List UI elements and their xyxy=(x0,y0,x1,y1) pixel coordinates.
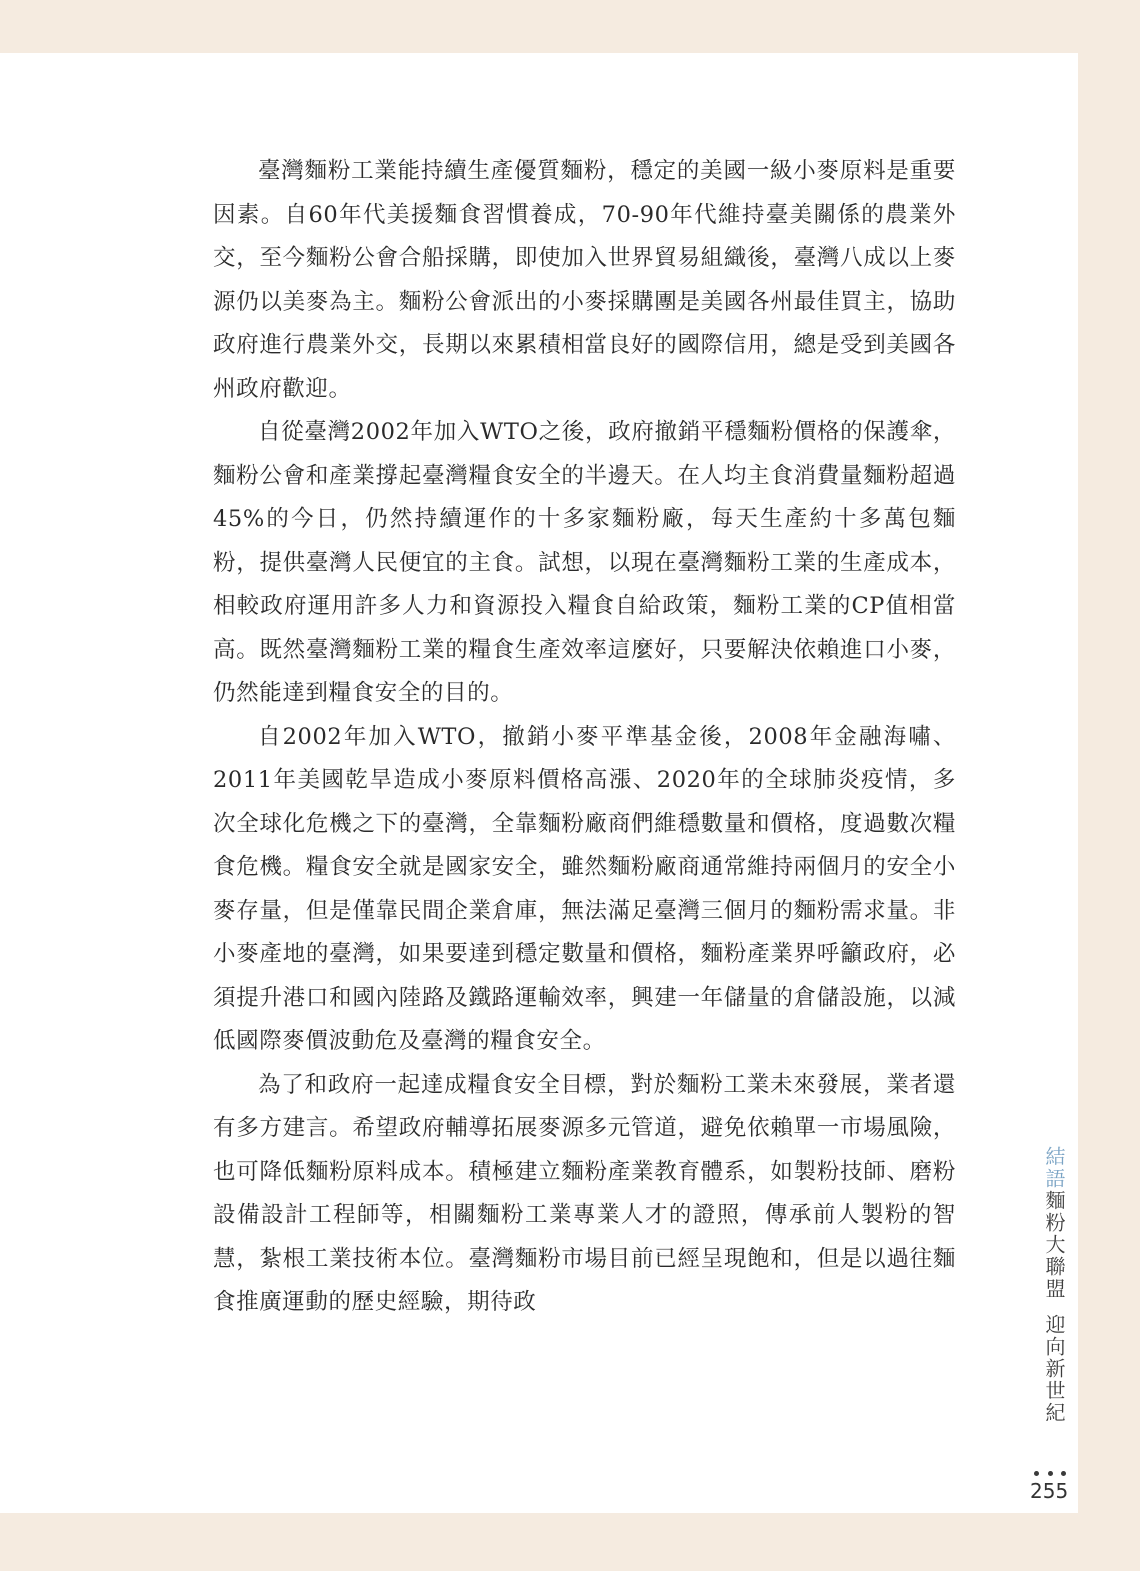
page-dots-ornament xyxy=(1034,1471,1066,1476)
dot-icon xyxy=(1034,1471,1039,1476)
paragraph-4: 為了和政府一起達成糧食安全目標，對於麵粉工業未來發展，業者還有多方建言。希望政府輔導拓展麥源多元管道，避免依賴單一市場風險，也可降低麵粉原料成本。積極建立麵粉產業教育體系，如製粉技師、磨粉設備設計工程師等，相關麵粉工業專業人才的證照，傳承前人製粉的智慧，紮根工業技術本位。臺灣麵粉市場目前已經呈現飽和，但是以過往麵食推廣運動的歷史經驗，期待政 xyxy=(213,1071,956,1315)
paragraph-2: 自從臺灣2002年加入WTO之後，政府撤銷平穩麵粉價格的保護傘，麵粉公會和產業撐起臺灣糧食安全的半邊天。在人均主食消費量麵粉超過45%的今日，仍然持續運作的十多家麵粉廠，每天生產約十多萬包麵粉，提供臺灣人民便宜的主食。試想，以現在臺灣麵粉工業的生產成本，相較政府運用許多人力和資源投入糧食自給政策，麵粉工業的CP值相當高。既然臺灣麵粉工業的糧食生產效率這麼好，只要解決依賴進口小麥，仍然能達到糧食安全的目的。 xyxy=(213,419,956,706)
dot-icon xyxy=(1061,1471,1066,1476)
chapter-label: 結語 xyxy=(1042,1146,1066,1190)
running-header xyxy=(1040,1146,1069,1424)
running-title-part1: 麵粉大聯盟 xyxy=(1042,1190,1066,1300)
page-number: 255 xyxy=(1030,1479,1069,1503)
running-title-part2: 迎向新世紀 xyxy=(1042,1314,1066,1424)
dot-icon xyxy=(1048,1471,1053,1476)
paragraph-1: 臺灣麵粉工業能持續生產優質麵粉，穩定的美國一級小麥原料是重要因素。自60年代美援麵食習慣養成，70-90年代維持臺美關係的農業外交，至今麵粉公會合船採購，即使加入世界貿易組織後，臺灣八成以上麥源仍以美麥為主。麵粉公會派出的小麥採購團是美國各州最佳買主，協助政府進行農業外交，長期以來累積相當良好的國際信用，總是受到美國各州政府歡迎。 xyxy=(213,158,956,402)
paragraph-3: 自2002年加入WTO，撤銷小麥平準基金後，2008年金融海嘯、2011年美國乾旱造成小麥原料價格高漲、2020年的全球肺炎疫情，多次全球化危機之下的臺灣，全靠麵粉廠商們維穩數量和價格，度過數次糧食危機。糧食安全就是國家安全，雖然麵粉廠商通常維持兩個月的安全小麥存量，但是僅靠民間企業倉庫，無法滿足臺灣三個月的麵粉需求量。非小麥產地的臺灣，如果要達到穩定數量和價格，麵粉產業界呼籲政府，必須提升港口和國內陸路及鐵路運輸效率，興建一年儲量的倉儲設施，以減低國際麥價波動危及臺灣的糧食安全。 xyxy=(213,723,956,1054)
body-text xyxy=(213,150,956,1325)
